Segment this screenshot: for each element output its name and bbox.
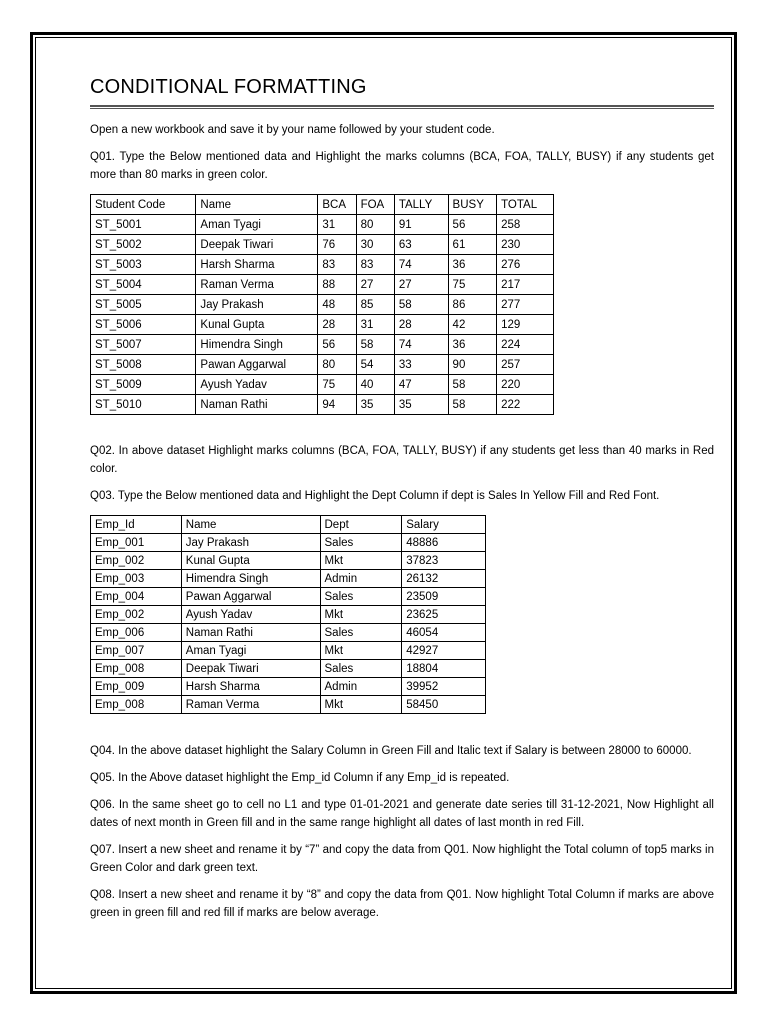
table-cell: 257 bbox=[497, 355, 554, 375]
table-cell: 27 bbox=[356, 275, 394, 295]
table-header-row bbox=[91, 516, 486, 534]
table-cell: Raman Verma bbox=[181, 696, 320, 714]
table-cell: Emp_007 bbox=[91, 642, 182, 660]
header-cell: TALLY bbox=[394, 195, 448, 215]
table-cell: Aman Tyagi bbox=[196, 215, 318, 235]
table-cell: Himendra Singh bbox=[196, 335, 318, 355]
question-3: Q03. Type the Below mentioned data and Highlight the Dept Column if dept is Sales In Yellow Fill and Red Font. bbox=[90, 490, 660, 502]
question-7: Q07. Insert a new sheet and rename it by “7” and copy the data from Q01. Now highlight the Total column of top5 marks in Green Color and dark green text. bbox=[90, 844, 714, 874]
table-cell: 33 bbox=[394, 355, 448, 375]
table-header-row bbox=[91, 195, 554, 215]
table-cell: 31 bbox=[356, 315, 394, 335]
table-cell: 222 bbox=[497, 395, 554, 415]
table-cell: 42927 bbox=[402, 642, 486, 660]
table-cell: Naman Rathi bbox=[181, 624, 320, 642]
employee-table-body bbox=[91, 534, 486, 714]
header-cell: Student Code bbox=[91, 195, 196, 215]
table-cell: 217 bbox=[497, 275, 554, 295]
page-title: CONDITIONAL FORMATTING bbox=[90, 76, 367, 98]
table-row bbox=[91, 315, 554, 335]
table-row bbox=[91, 355, 554, 375]
table-cell: 58 bbox=[448, 375, 497, 395]
table-row bbox=[91, 570, 486, 588]
table-row bbox=[91, 335, 554, 355]
header-cell: Emp_Id bbox=[91, 516, 182, 534]
table-cell: ST_5001 bbox=[91, 215, 196, 235]
table-cell: 220 bbox=[497, 375, 554, 395]
table-cell: 39952 bbox=[402, 678, 486, 696]
table-cell: 23625 bbox=[402, 606, 486, 624]
title-rule bbox=[90, 105, 714, 109]
header-cell: Dept bbox=[320, 516, 402, 534]
table-cell: Pawan Aggarwal bbox=[196, 355, 318, 375]
table-row bbox=[91, 588, 486, 606]
header-cell: Salary bbox=[402, 516, 486, 534]
header-cell: TOTAL bbox=[497, 195, 554, 215]
table-cell: ST_5004 bbox=[91, 275, 196, 295]
table-cell: Kunal Gupta bbox=[181, 552, 320, 570]
table-cell: Sales bbox=[320, 624, 402, 642]
table-cell: 80 bbox=[318, 355, 356, 375]
table-cell: ST_5002 bbox=[91, 235, 196, 255]
table-cell: Emp_002 bbox=[91, 552, 182, 570]
table-cell: 37823 bbox=[402, 552, 486, 570]
table-cell: 54 bbox=[356, 355, 394, 375]
table-cell: 28 bbox=[318, 315, 356, 335]
table-cell: 75 bbox=[448, 275, 497, 295]
table-cell: Emp_009 bbox=[91, 678, 182, 696]
table-cell: 85 bbox=[356, 295, 394, 315]
table-cell: Aman Tyagi bbox=[181, 642, 320, 660]
employee-table bbox=[90, 515, 486, 714]
table-cell: ST_5010 bbox=[91, 395, 196, 415]
table-cell: Harsh Sharma bbox=[181, 678, 320, 696]
table-cell: ST_5009 bbox=[91, 375, 196, 395]
table-cell: 48 bbox=[318, 295, 356, 315]
table-cell: Kunal Gupta bbox=[196, 315, 318, 335]
table-cell: Naman Rathi bbox=[196, 395, 318, 415]
table-cell: 36 bbox=[448, 255, 497, 275]
table-row bbox=[91, 375, 554, 395]
table-cell: 26132 bbox=[402, 570, 486, 588]
table-cell: 31 bbox=[318, 215, 356, 235]
table-cell: 56 bbox=[318, 335, 356, 355]
table-cell: Raman Verma bbox=[196, 275, 318, 295]
table-cell: Sales bbox=[320, 534, 402, 552]
table-cell: Pawan Aggarwal bbox=[181, 588, 320, 606]
table-cell: Deepak Tiwari bbox=[196, 235, 318, 255]
table-cell: 76 bbox=[318, 235, 356, 255]
table-cell: Himendra Singh bbox=[181, 570, 320, 588]
header-cell: BUSY bbox=[448, 195, 497, 215]
table-cell: Ayush Yadav bbox=[181, 606, 320, 624]
question-1: Q01. Type the Below mentioned data and Highlight the marks columns (BCA, FOA, TALLY, BUSY) if any students get more than 80 marks in green color. bbox=[90, 151, 714, 181]
header-cell: FOA bbox=[356, 195, 394, 215]
table-row bbox=[91, 395, 554, 415]
table-cell: Admin bbox=[320, 678, 402, 696]
table-cell: Ayush Yadav bbox=[196, 375, 318, 395]
table-cell: 91 bbox=[394, 215, 448, 235]
table-cell: Admin bbox=[320, 570, 402, 588]
header-cell: BCA bbox=[318, 195, 356, 215]
table-cell: ST_5005 bbox=[91, 295, 196, 315]
table-cell: Emp_003 bbox=[91, 570, 182, 588]
table-row bbox=[91, 534, 486, 552]
header-cell: Name bbox=[181, 516, 320, 534]
table-row bbox=[91, 235, 554, 255]
table-cell: 94 bbox=[318, 395, 356, 415]
table-cell: 47 bbox=[394, 375, 448, 395]
document-body bbox=[90, 74, 714, 922]
table-cell: 36 bbox=[448, 335, 497, 355]
student-marks-table bbox=[90, 194, 554, 415]
header-cell: Name bbox=[196, 195, 318, 215]
table-cell: Sales bbox=[320, 588, 402, 606]
table-cell: Emp_008 bbox=[91, 696, 182, 714]
table-cell: 35 bbox=[394, 395, 448, 415]
table-cell: 63 bbox=[394, 235, 448, 255]
table-row bbox=[91, 215, 554, 235]
table-row bbox=[91, 696, 486, 714]
table-cell: 88 bbox=[318, 275, 356, 295]
intro-text: Open a new workbook and save it by your name followed by your student code. bbox=[90, 124, 495, 136]
table-cell: Emp_006 bbox=[91, 624, 182, 642]
table-cell: 86 bbox=[448, 295, 497, 315]
table-cell: 23509 bbox=[402, 588, 486, 606]
table-cell: 61 bbox=[448, 235, 497, 255]
table-cell: ST_5006 bbox=[91, 315, 196, 335]
table-cell: 83 bbox=[356, 255, 394, 275]
table-cell: Mkt bbox=[320, 642, 402, 660]
table-cell: 74 bbox=[394, 255, 448, 275]
table-cell: 35 bbox=[356, 395, 394, 415]
table-cell: ST_5008 bbox=[91, 355, 196, 375]
table-cell: 80 bbox=[356, 215, 394, 235]
question-8: Q08. Insert a new sheet and rename it by “8” and copy the data from Q01. Now highlight Total Column if marks are above green in green fill and red fill if marks are below average. bbox=[90, 889, 714, 919]
question-4: Q04. In the above dataset highlight the Salary Column in Green Fill and Italic text if Salary is between 28000 to 60000. bbox=[90, 745, 692, 757]
table-cell: 58 bbox=[448, 395, 497, 415]
question-5: Q05. In the Above dataset highlight the Emp_id Column if any Emp_id is repeated. bbox=[90, 772, 510, 784]
table-cell: Emp_002 bbox=[91, 606, 182, 624]
question-6: Q06. In the same sheet go to cell no L1 and type 01-01-2021 and generate date series till 31-12-2021, Now Highlight all dates of next month in Green fill and in the same range highlight all dates of last month in red Fill. bbox=[90, 799, 714, 829]
table-cell: 90 bbox=[448, 355, 497, 375]
table-row bbox=[91, 255, 554, 275]
table-cell: 224 bbox=[497, 335, 554, 355]
table-cell: Jay Prakash bbox=[181, 534, 320, 552]
table-cell: 277 bbox=[497, 295, 554, 315]
table-cell: Mkt bbox=[320, 696, 402, 714]
table-cell: Jay Prakash bbox=[196, 295, 318, 315]
table-cell: 40 bbox=[356, 375, 394, 395]
table-row bbox=[91, 642, 486, 660]
table-cell: Mkt bbox=[320, 552, 402, 570]
table-row bbox=[91, 660, 486, 678]
table-row bbox=[91, 606, 486, 624]
table-row bbox=[91, 624, 486, 642]
table-cell: ST_5003 bbox=[91, 255, 196, 275]
table-cell: 27 bbox=[394, 275, 448, 295]
table-cell: 42 bbox=[448, 315, 497, 335]
table-cell: Emp_008 bbox=[91, 660, 182, 678]
table-cell: Deepak Tiwari bbox=[181, 660, 320, 678]
table-row bbox=[91, 678, 486, 696]
question-2: Q02. In above dataset Highlight marks columns (BCA, FOA, TALLY, BUSY) if any students get less than 40 marks in Red color. bbox=[90, 445, 714, 475]
table-cell: 28 bbox=[394, 315, 448, 335]
table-cell: Emp_004 bbox=[91, 588, 182, 606]
table-cell: 30 bbox=[356, 235, 394, 255]
table-cell: ST_5007 bbox=[91, 335, 196, 355]
table-cell: 276 bbox=[497, 255, 554, 275]
table-cell: Emp_001 bbox=[91, 534, 182, 552]
table-cell: 48886 bbox=[402, 534, 486, 552]
table-cell: 46054 bbox=[402, 624, 486, 642]
table-cell: 18804 bbox=[402, 660, 486, 678]
table-cell: Harsh Sharma bbox=[196, 255, 318, 275]
table-cell: Sales bbox=[320, 660, 402, 678]
table-cell: 230 bbox=[497, 235, 554, 255]
table-row bbox=[91, 275, 554, 295]
table-cell: 129 bbox=[497, 315, 554, 335]
table-cell: 258 bbox=[497, 215, 554, 235]
table-row bbox=[91, 552, 486, 570]
table-cell: 58 bbox=[356, 335, 394, 355]
table-row bbox=[91, 295, 554, 315]
student-table-body bbox=[91, 215, 554, 415]
table-cell: Mkt bbox=[320, 606, 402, 624]
table-cell: 75 bbox=[318, 375, 356, 395]
table-cell: 56 bbox=[448, 215, 497, 235]
table-cell: 58 bbox=[394, 295, 448, 315]
table-cell: 74 bbox=[394, 335, 448, 355]
table-cell: 83 bbox=[318, 255, 356, 275]
table-cell: 58450 bbox=[402, 696, 486, 714]
